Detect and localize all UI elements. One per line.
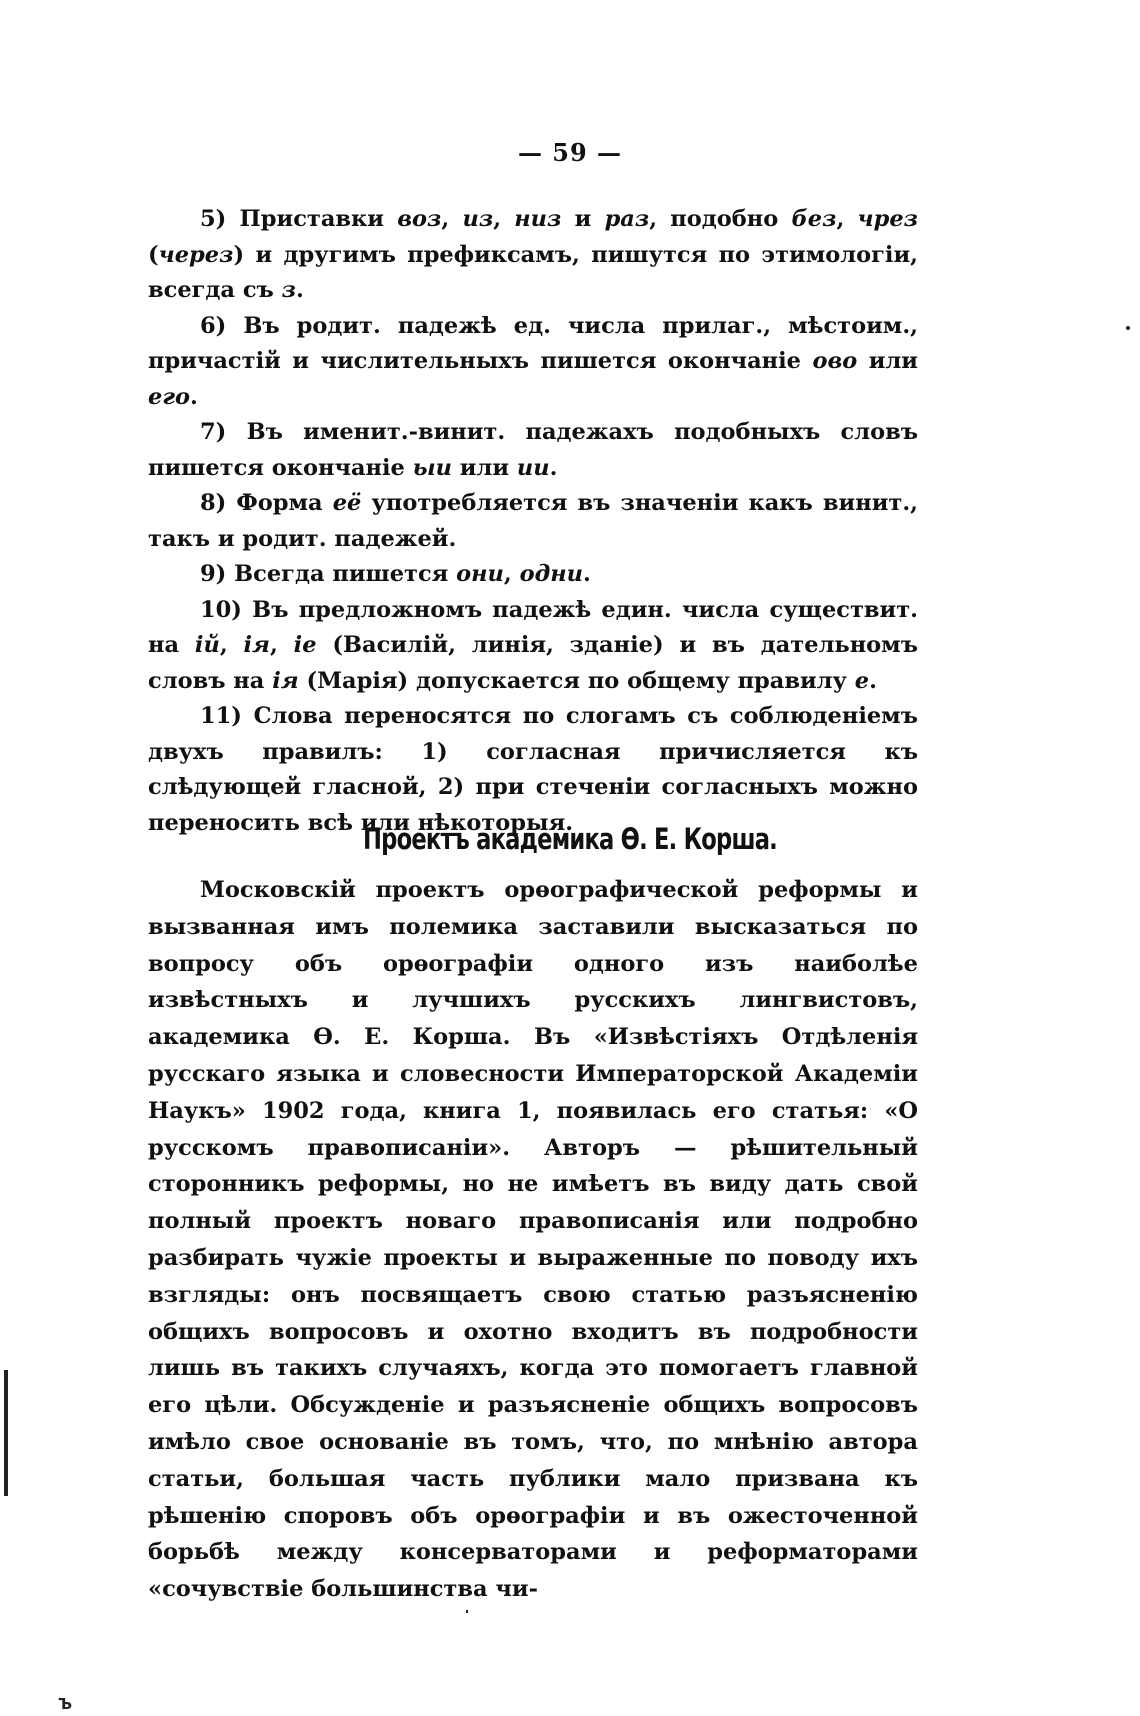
- rule-text: 11) Слова переносятся по слогамъ съ соблюденіемъ двухъ правилъ: 1) согласная причисляется къ слѣдующей гласной, 2) при стеченіи согласныхъ можно переносить всѣ или нѣкоторыя.: [148, 703, 918, 836]
- rule-text: .: [583, 561, 591, 587]
- italic-term: е: [854, 667, 870, 694]
- italic-term: раз: [604, 206, 650, 232]
- italic-term: ія: [272, 667, 299, 694]
- rule-text: .: [549, 454, 558, 481]
- rule-text: (Марія) допускается по общему правилу: [298, 667, 855, 694]
- rule-paragraph: [148, 557, 918, 593]
- rule-text: 5) Приставки: [200, 206, 398, 232]
- italic-term: ово: [812, 348, 858, 374]
- rule-text: ,: [269, 632, 294, 658]
- rule-text: употребляется въ значеніи какъ винит., такъ и родит. падежей.: [148, 490, 918, 552]
- rule-paragraph: [148, 486, 918, 557]
- rule-text: или: [857, 348, 918, 374]
- rule-text: 6) Въ родит. падежѣ ед. числа прилаг., мѣстоим., причастій и числительныхъ пишется окончаніе: [148, 312, 918, 374]
- rule-text: 9) Всегда пишется: [200, 561, 457, 587]
- rule-text: 10) Въ предложномъ падежѣ един. числа существит. на: [148, 596, 918, 658]
- spelling-rules-list: [148, 202, 918, 841]
- section-heading: Проектъ академика Ѳ. Е. Корша.: [363, 822, 777, 856]
- italic-term: из: [462, 206, 494, 232]
- rule-text: (Василій, линія, зданіе) и въ дательномъ словъ на: [148, 632, 918, 694]
- rule-text: 8) Форма: [200, 490, 333, 516]
- page-number: — 59 —: [517, 138, 623, 167]
- section-paragraph: Московскій проектъ орѳографической реформы и вызванная имъ полемика заставили высказаться по вопросу объ орѳографіи одного изъ наиболѣе извѣстныхъ и лучшихъ русскихъ лингвистовъ, академика Ѳ. Е. Корша. Въ «Извѣстіяхъ Отдѣленія русскаго языка и словесности Императорской Академіи Наукъ» 1902 года, книга 1, появилась его статья: «О русскомъ правописаніи». Авторъ — рѣшительный сторонникъ реформы, но не имѣетъ въ виду дать свой полный проектъ новаго правописанія или подробно разбирать чужіе проекты и выраженные по поводу ихъ взгляды: онъ посвящаетъ свою статью разъясненію общихъ вопросовъ и охотно входитъ въ подробности лишь въ такихъ случаяхъ, когда это помогаетъ главной его цѣли. Обсужденіе и разъясненіе общихъ вопросовъ имѣло свое основаніе въ томъ, что, по мнѣнію автора статьи, большая часть публики мало призвана къ рѣшенію споровъ объ орѳографіи и въ ожесточенной борьбѣ между консерваторами и реформаторами «сочувствіе большинства чи-: [148, 877, 918, 1603]
- scan-speck: [466, 1610, 468, 1613]
- rule-paragraph: [148, 699, 918, 841]
- rule-text: ,: [836, 206, 858, 232]
- italic-term: ыи: [412, 454, 452, 481]
- rule-text: , подобно: [649, 206, 792, 232]
- scan-speck: [1126, 326, 1130, 330]
- italic-term: з: [281, 277, 296, 303]
- rule-paragraph: [148, 309, 918, 416]
- rule-text: .: [189, 383, 198, 410]
- italic-term: они: [456, 561, 504, 587]
- italic-term: без: [791, 206, 837, 232]
- italic-term: ія: [243, 632, 270, 658]
- section-body: [148, 872, 918, 1608]
- rule-text: ,: [493, 206, 515, 232]
- rule-text: ) и другимъ префиксамъ, пишутся по этимологіи, всегда съ: [148, 241, 918, 303]
- rule-text: ,: [441, 206, 463, 232]
- italic-term: чрез: [857, 206, 919, 232]
- rule-text: .: [869, 667, 877, 694]
- rule-text: (: [148, 241, 159, 268]
- italic-term: её: [332, 490, 362, 516]
- italic-term: его: [148, 383, 190, 410]
- rule-text: 7) Въ именит.-винит. падежахъ подобныхъ словъ пишется окончаніе: [148, 419, 918, 481]
- italic-term: воз: [397, 206, 442, 232]
- italic-term: ій: [194, 632, 220, 658]
- rule-text: ,: [503, 561, 520, 587]
- italic-term: через: [158, 241, 234, 268]
- rule-text: или: [451, 454, 517, 481]
- rule-text: .: [296, 277, 304, 303]
- rule-paragraph: [148, 593, 918, 700]
- italic-term: низ: [514, 206, 562, 232]
- rule-paragraph: [148, 415, 918, 486]
- rule-paragraph: [148, 202, 918, 309]
- italic-term: іе: [293, 632, 317, 658]
- scan-edge-line: [4, 1370, 8, 1496]
- scan-corner-mark: Ъ: [58, 1695, 73, 1713]
- italic-term: одни: [519, 561, 583, 587]
- rule-text: ,: [219, 632, 244, 658]
- rule-text: и: [561, 206, 605, 232]
- italic-term: ии: [516, 454, 550, 481]
